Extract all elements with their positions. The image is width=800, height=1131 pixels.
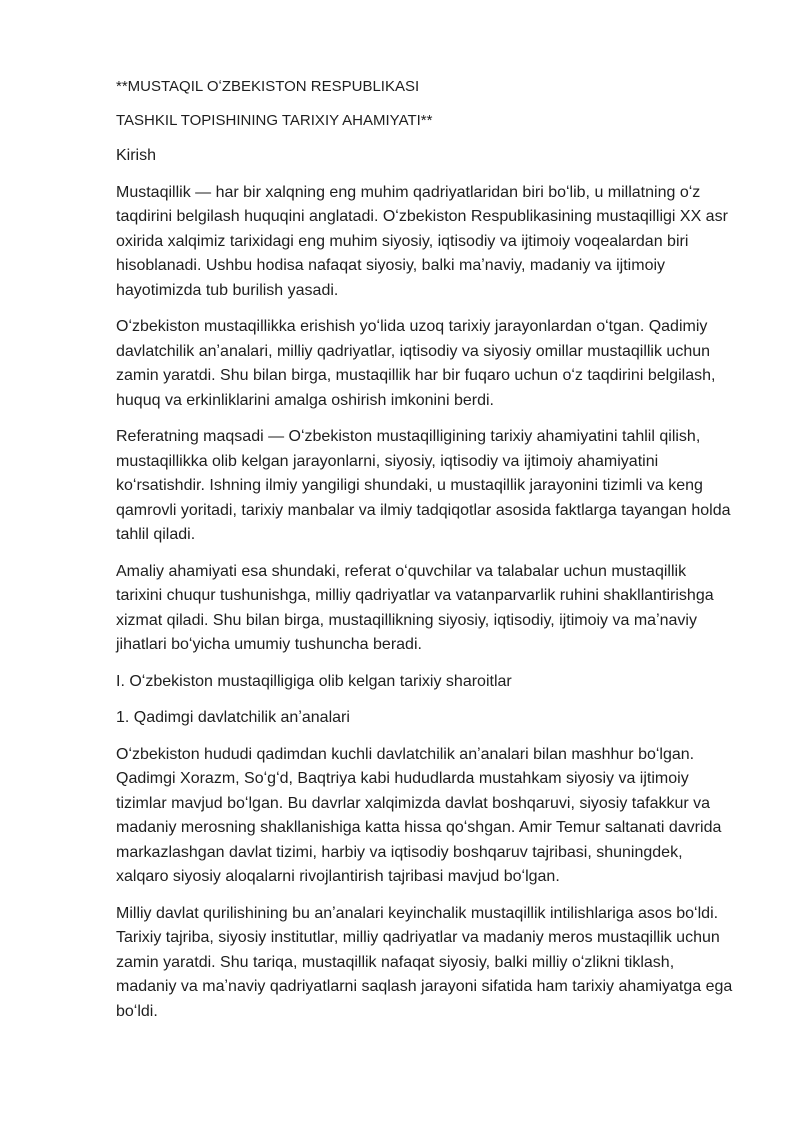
- paragraph: Amaliy ahamiyati esa shundaki, referat oʻquvchilar va talabalar uchun mustaqillik tarixini chuqur tushunishga, milliy qadriyatlar va vatanparvarlik ruhini shakllantirishga xizmat qiladi. Shu bilan birga, mustaqillikning siyosiy, iqtisodiy, ijtimoiy va maʼnaviy jihatlari boʻyicha umumiy tushuncha beradi.: [116, 562, 714, 653]
- subsection-heading: 1. Qadimgi davlatchilik anʼanalari: [116, 709, 350, 726]
- paragraph: Oʻzbekiston mustaqillikka erishish yoʻlida uzoq tarixiy jarayonlardan oʻtgan. Qadimiy davlatchilik anʼanalari, milliy qadriyatlar, iqtisodiy va siyosiy omillar mustaqillik uchun zamin yaratdi. Shu bilan birga, mustaqillik har bir fuqaro uchun oʻz taqdirini belgilash, huquq va erkinliklarini amalga oshirish imkonini berdi.: [116, 318, 716, 409]
- paragraph: Mustaqillik — har bir xalqning eng muhim qadriyatlaridan biri boʻlib, u millatning oʻz taqdirini belgilash huquqini anglatadi. Oʻzbekiston Respublikasining mustaqilligi XX asr oxirida xalqimiz tarixidagi eng muhim siyosiy, iqtisodiy va ijtimoiy voqealardan biri hisoblanadi. Ushbu hodisa nafaqat siyosiy, balki maʼnaviy, madaniy va ijtimoiy hayotimizda tub burilish yasadi.: [116, 183, 728, 299]
- document-title-line-2: TASHKIL TOPISHINING TARIXIY AHAMIYATI**: [116, 112, 433, 129]
- section-heading: I. Oʻzbekiston mustaqilligiga olib kelgan tarixiy sharoitlar: [116, 672, 512, 690]
- document-title-line-1: **MUSTAQIL OʻZBEKISTON RESPUBLIKASI: [116, 78, 420, 95]
- paragraph: Referatning maqsadi — Oʻzbekiston mustaqilligining tarixiy ahamiyatini tahlil qilish, mustaqillikka olib kelgan jarayonlarni, siyosiy, iqtisodiy va ijtimoiy ahamiyatini koʻrsatishdir. Ishning ilmiy yangiligi shundaki, u mustaqillik jarayonini tizimli va keng qamrovli yoritadi, tarixiy manbalar va ilmiy tadqiqotlar asosida faktlarga tayangan holda tahlil qiladi.: [116, 428, 731, 543]
- paragraph: Milliy davlat qurilishining bu anʼanalari keyinchalik mustaqillik intilishlariga asos boʻldi. Tarixiy tajriba, siyosiy institutlar, milliy qadriyatlar va madaniy meros mustaqillik uchun zamin yaratdi. Shu tariqa, mustaqillik nafaqat siyosiy, balki milliy oʻzlikni tiklash, madaniy va maʼnaviy qadriyatlarni saqlash jarayoni sifatida ham tarixiy ahamiyatga ega boʻldi.: [116, 904, 733, 1020]
- intro-heading: Kirish: [116, 147, 157, 164]
- document-body: [116, 76, 736, 1036]
- paragraph: Oʻzbekiston hududi qadimdan kuchli davlatchilik anʼanalari bilan mashhur boʻlgan. Qadimgi Xorazm, Soʻgʻd, Baqtriya kabi hududlarda mustahkam siyosiy va ijtimoiy tizimlar mavjud boʻlgan. Bu davrlar xalqimizda davlat boshqaruvi, siyosiy tafakkur va madaniy merosning shakllanishiga katta hissa qoʻshgan. Amir Temur saltanati davrida markazlashgan davlat tizimi, harbiy va iqtisodiy boshqaruv tajribasi, shuningdek, xalqaro siyosiy aloqalarni rivojlantirish tajribasi mavjud boʻlgan.: [116, 745, 722, 885]
